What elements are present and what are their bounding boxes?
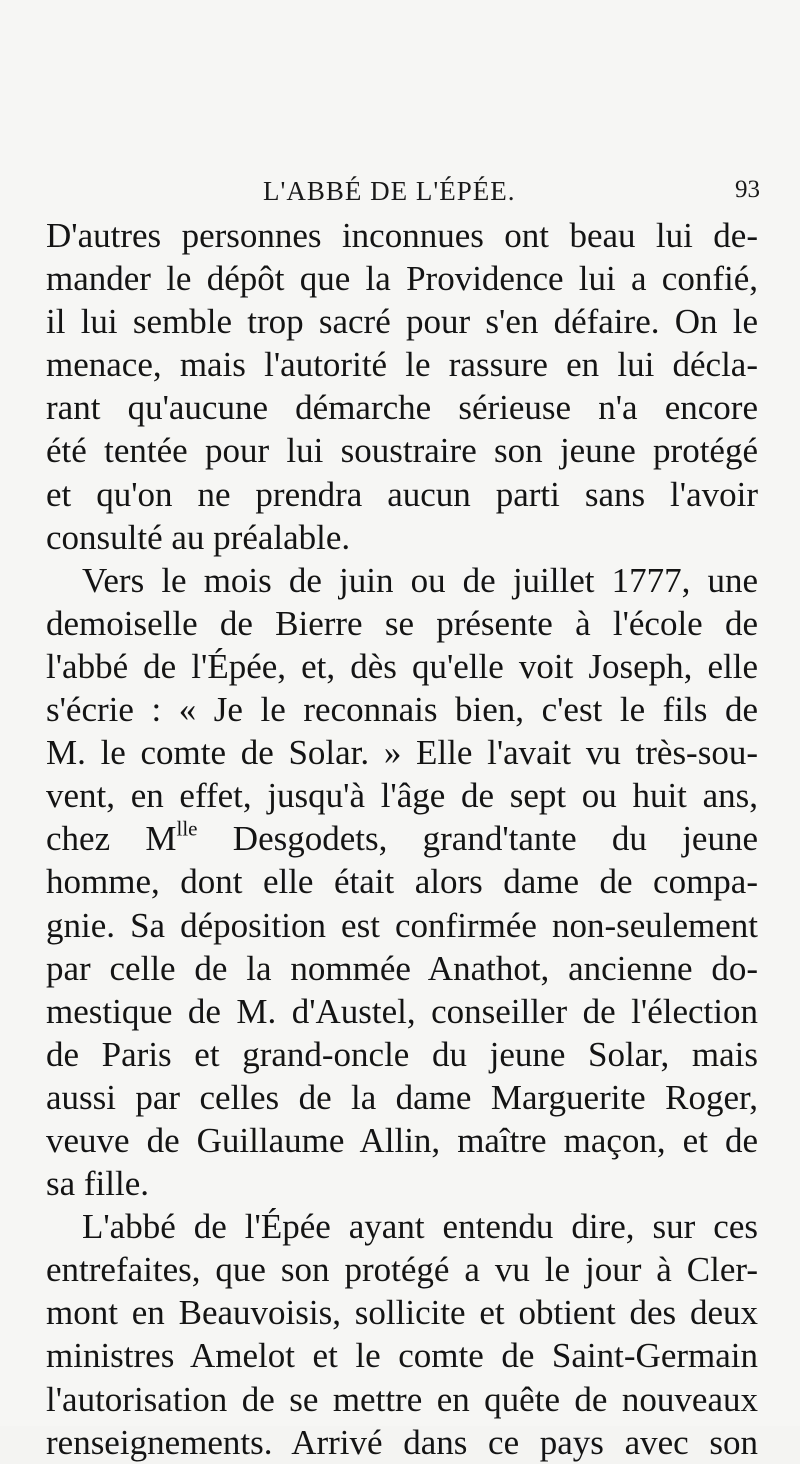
text-line: de Paris et grand-oncle du jeune Solar, mais (46, 1034, 758, 1074)
text-line: il lui semble trop sacré pour s'en défaire. On le (46, 302, 758, 342)
body-text (46, 214, 758, 1464)
running-title: L'ABBÉ DE L'ÉPÉE. (263, 176, 516, 206)
text-fragment: chez M (46, 819, 177, 859)
text-line: entrefaites, que son protégé a vu le jour à Cler- (46, 1250, 758, 1290)
text-line: M. le comte de Solar. » Elle l'avait vu très-sou- (46, 733, 758, 773)
text-line: l'abbé de l'Épée, et, dès qu'elle voit Joseph, elle (46, 646, 758, 686)
text-line: gnie. Sa déposition est confirmée non-seulement (46, 905, 758, 945)
text-line: par celle de la nommée Anathot, ancienne do- (46, 948, 758, 988)
text-line: été tentée pour lui soustraire son jeune protégé (46, 431, 758, 471)
text-line: Vers le mois de juin ou de juillet 1777, une (82, 560, 758, 600)
superscript-abbreviation: lle (176, 816, 198, 841)
text-line: rant qu'aucune démarche sérieuse n'a encore (46, 388, 758, 428)
text-line: homme, dont elle était alors dame de compa- (46, 862, 758, 902)
text-line: mont en Beauvoisis, sollicite et obtient des deux (46, 1293, 758, 1333)
text-line: menace, mais l'autorité le rassure en lui décla- (46, 345, 758, 385)
text-line: s'écrie : « Je le reconnais bien, c'est le fils de (46, 690, 758, 730)
text-line: demoiselle de Bierre se présente à l'école de (46, 603, 758, 643)
text-line: sa fille. (46, 1164, 150, 1204)
text-fragment: Desgodets, grand'tante du jeune (197, 819, 758, 859)
text-line: l'autorisation de se mettre en quête de nouveaux (46, 1379, 758, 1419)
paragraph-1 (46, 214, 758, 559)
text-line: D'autres personnes inconnues ont beau lui de- (46, 216, 758, 255)
text-line: vent, en effet, jusqu'à l'âge de sept ou huit ans, (46, 776, 758, 816)
text-line: consulté au préalable. (46, 517, 351, 557)
running-head (48, 176, 760, 212)
text-line: et qu'on ne prendra aucun parti sans l'avoir (46, 474, 758, 514)
text-line: renseignements. Arrivé dans ce pays avec son (46, 1422, 758, 1462)
paragraph-3 (46, 1205, 758, 1464)
paragraph-2 (46, 559, 758, 1205)
text-line: mander le dépôt que la Providence lui a confié, (46, 259, 758, 299)
text-line: mestique de M. d'Austel, conseiller de l'élection (46, 991, 758, 1031)
text-line-with-superscript (46, 817, 758, 860)
text-line: veuve de Guillaume Allin, maître maçon, et de (46, 1120, 758, 1160)
text-line: aussi par celles de la dame Marguerite Roger, (46, 1077, 758, 1117)
text-line: L'abbé de l'Épée ayant entendu dire, sur ces (82, 1207, 758, 1247)
text-line: ministres Amelot et le comte de Saint-Germain (46, 1336, 758, 1376)
page-number: 93 (735, 176, 760, 203)
